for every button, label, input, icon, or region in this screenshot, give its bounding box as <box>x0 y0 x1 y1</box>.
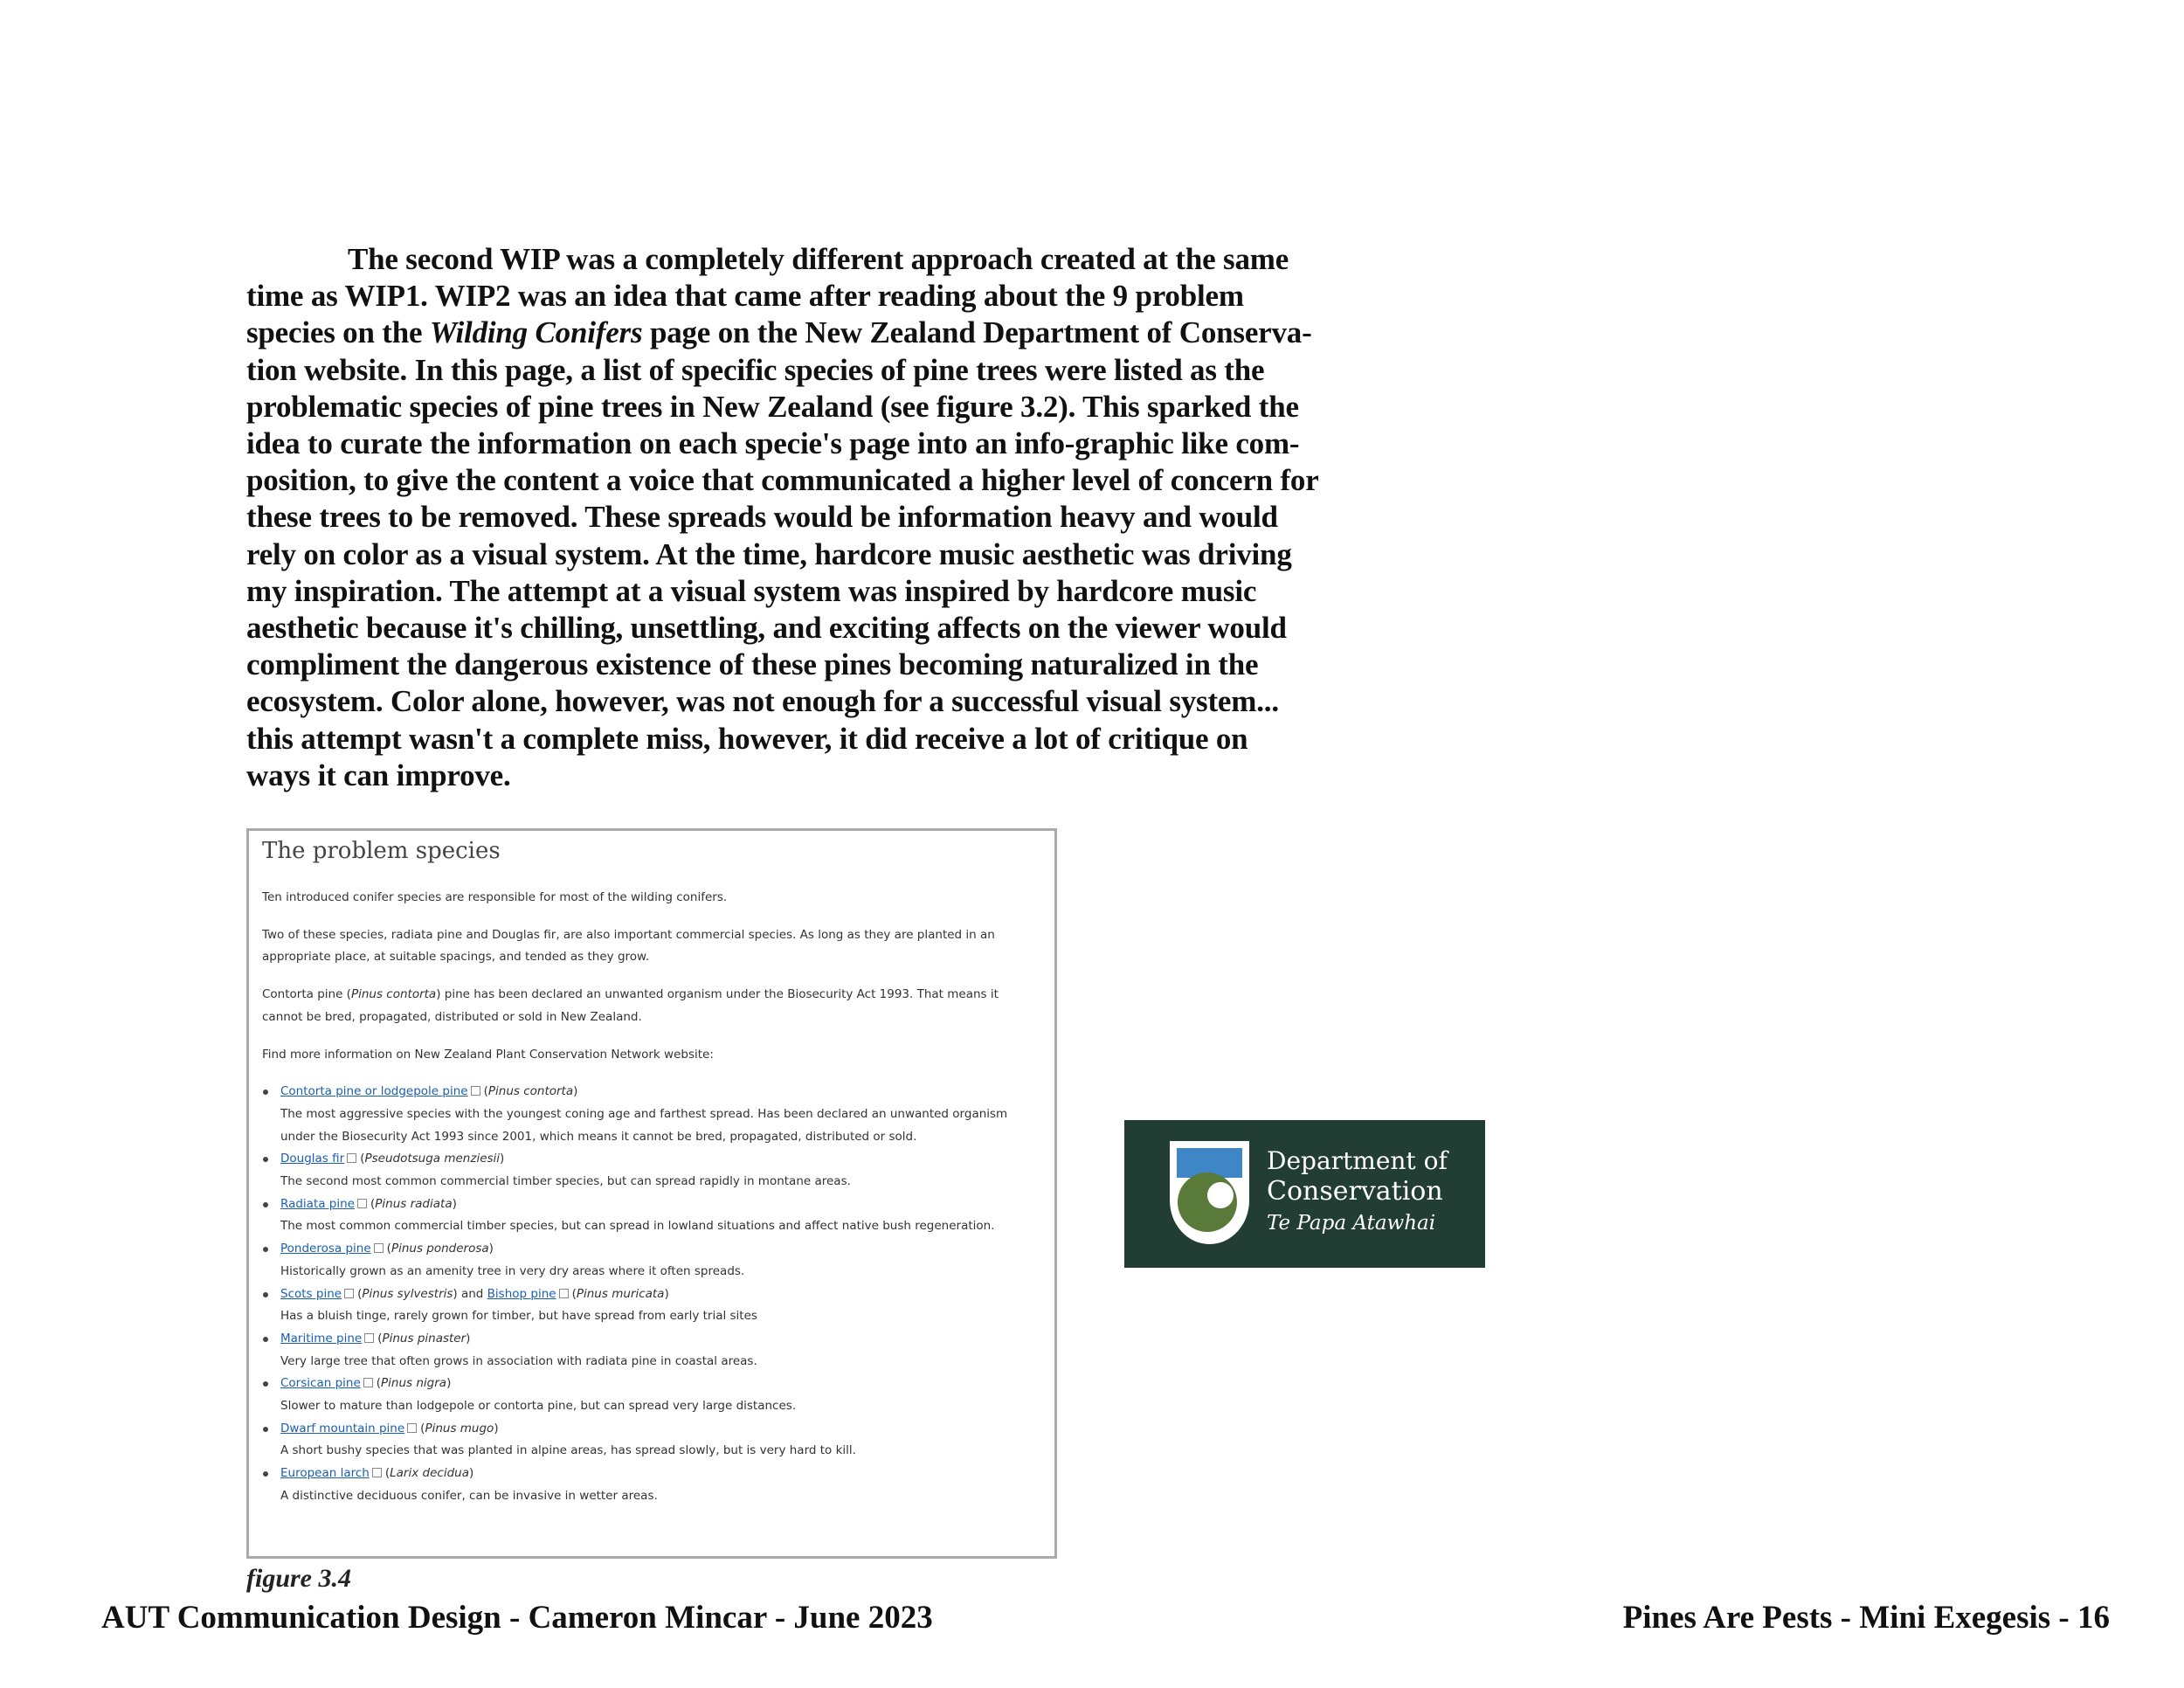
latin-name: Pseudotsuga menziesii <box>364 1152 501 1166</box>
text: ) pine has been declared an unwanted organism under the Biosecurity Act 1993. That means it cannot be bred, propagated, distributed or sold in New Zealand. <box>262 987 999 1024</box>
bullet-icon <box>263 1157 268 1162</box>
figure-intro: Ten introduced conifer species are responsible for most of the wilding conifers. <box>262 890 728 904</box>
figure-commercial-note: Two of these species, radiata pine and Douglas fir, are also important commercial species. As long as they are planted in an appropriate place, at suitable spacings, and tended as they grow. <box>262 927 995 965</box>
latin-name: Pinus contorta <box>350 987 437 1002</box>
external-link-icon <box>357 1199 367 1208</box>
species-list-item: Contorta pine or lodgepole pine (Pinus contorta) The most aggressive species with the youngest coning age and farthest spread. Has been declared an unwanted organism under the Biosecurity Act 1993 since 2001, which means it cannot be bred, propagated, distributed or sold. <box>262 1081 1041 1148</box>
paragraph-line: this attempt wasn't a complete miss, however, it did receive a lot of critique on <box>246 721 1248 756</box>
external-link-icon <box>347 1153 356 1163</box>
text: Contorta pine ( <box>262 987 351 1002</box>
species-description: A distinctive deciduous conifer, can be invasive in wetter areas. <box>280 1488 658 1503</box>
logo-line-2: Conservation <box>1267 1176 1443 1207</box>
species-list-item: Scots pine (Pinus sylvestris) and Bishop pine (Pinus muricata) Has a bluish tinge, rarely grown for timber, but have spread from early trial sites <box>262 1283 1041 1328</box>
species-link[interactable]: Radiata pine <box>280 1196 355 1211</box>
species-list-item: Corsican pine (Pinus nigra) Slower to mature than lodgepole or contorta pine, but can spread very large distances. <box>262 1373 1041 1417</box>
latin-name: Larix decidua <box>390 1466 469 1481</box>
text: species on the <box>246 315 430 350</box>
latin-name: Pinus sylvestris <box>362 1286 453 1301</box>
species-link[interactable]: Corsican pine <box>280 1376 361 1391</box>
text: page on the New Zealand Department of Conserva- <box>642 315 1312 350</box>
paragraph-line <box>246 315 1504 351</box>
doc-shield-icon <box>1168 1139 1251 1249</box>
species-list-item: Ponderosa pine (Pinus ponderosa) Historically grown as an amenity tree in very dry areas where it often spreads. <box>262 1238 1041 1283</box>
species-description: The second most common commercial timber species, but can spread rapidly in montane areas. <box>280 1174 851 1189</box>
footer-left: AUT Communication Design - Cameron Mincar - June 2023 <box>101 1600 933 1636</box>
paragraph-line: aesthetic because it's chilling, unsettling, and exciting affects on the viewer would <box>246 611 1287 646</box>
figure-heading: The problem species <box>262 838 501 864</box>
logo-line-3: Te Papa Atawhai <box>1267 1212 1436 1235</box>
latin-name: Pinus pinaster <box>382 1331 467 1346</box>
page-title-emphasis: Wilding Conifers <box>429 315 643 350</box>
bullet-icon <box>263 1381 268 1387</box>
species-list-item: Dwarf mountain pine (Pinus mugo) A short bushy species that was planted in alpine areas, has spread slowly, but is very hard to kill. <box>262 1418 1041 1463</box>
species-link[interactable]: European larch <box>280 1466 370 1481</box>
external-link-icon <box>344 1289 354 1298</box>
external-link-icon <box>471 1086 480 1096</box>
species-list-item: Radiata pine (Pinus radiata) The most common commercial timber species, but can spread in lowland situations and affect native bush regeneration. <box>262 1193 1041 1238</box>
species-list-item: Douglas fir (Pseudotsuga menziesii) The second most common commercial timber species, but can spread rapidly in montane areas. <box>262 1148 1041 1193</box>
species-list-item: Maritime pine (Pinus pinaster) Very large tree that often grows in association with radiata pine in coastal areas. <box>262 1328 1041 1373</box>
body-paragraph <box>246 241 1504 794</box>
species-description: Slower to mature than lodgepole or contorta pine, but can spread very large distances. <box>280 1399 797 1414</box>
external-link-icon <box>559 1289 569 1298</box>
latin-name: Pinus mugo <box>425 1421 494 1435</box>
species-link[interactable]: Douglas fir <box>280 1152 345 1166</box>
external-link-icon <box>372 1468 382 1477</box>
external-link-icon <box>363 1378 373 1387</box>
bullet-icon <box>263 1090 268 1095</box>
species-description: A short bushy species that was planted in alpine areas, has spread slowly, but is very hard to kill. <box>280 1443 856 1458</box>
paragraph-line: position, to give the content a voice that communicated a higher level of concern for <box>246 463 1319 498</box>
paragraph-line: compliment the dangerous existence of these pines becoming naturalized in the <box>246 647 1259 682</box>
bullet-icon <box>263 1337 268 1342</box>
species-description: The most common commercial timber species, but can spread in lowland situations and affect native bush regeneration. <box>280 1219 995 1234</box>
latin-name: Pinus contorta <box>487 1084 574 1099</box>
figure-screenshot-problem-species <box>246 828 1057 1559</box>
paragraph-line: my inspiration. The attempt at a visual system was inspired by hardcore music <box>246 573 1257 608</box>
external-link-icon <box>374 1243 384 1253</box>
doc-logo <box>1124 1120 1485 1268</box>
paragraph-line: rely on color as a visual system. At the time, hardcore music aesthetic was driving <box>246 536 1292 571</box>
bullet-icon <box>263 1427 268 1432</box>
figure-contorta-note <box>262 984 1041 1028</box>
species-link[interactable]: Bishop pine <box>487 1286 556 1301</box>
species-link[interactable]: Contorta pine or lodgepole pine <box>280 1084 468 1099</box>
species-link[interactable]: Scots pine <box>280 1286 342 1301</box>
latin-name: Pinus ponderosa <box>390 1242 489 1256</box>
species-list <box>262 1081 1041 1507</box>
paragraph-line: idea to curate the information on each specie's page into an info-graphic like com- <box>246 426 1300 461</box>
species-description: Historically grown as an amenity tree in very dry areas where it often spreads. <box>280 1263 745 1278</box>
footer-right: Pines Are Pests - Mini Exegesis - 16 <box>1622 1600 2110 1636</box>
paragraph-line: these trees to be removed. These spreads would be information heavy and would <box>246 500 1278 535</box>
bullet-icon <box>263 1202 268 1207</box>
external-link-icon <box>364 1333 374 1343</box>
figure-more-info: Find more information on New Zealand Plant Conservation Network website: <box>262 1047 714 1062</box>
species-link[interactable]: Ponderosa pine <box>280 1242 371 1256</box>
latin-name: Pinus radiata <box>375 1196 453 1211</box>
logo-line-1: Department of <box>1267 1146 1448 1175</box>
paragraph-line: ecosystem. Color alone, however, was not enough for a successful visual system... <box>246 684 1279 719</box>
latin-name: Pinus nigra <box>381 1376 447 1391</box>
species-description: Very large tree that often grows in association with radiata pine in coastal areas. <box>280 1353 757 1368</box>
latin-name: Pinus muricata <box>576 1286 665 1301</box>
paragraph-line: time as WIP1. WIP2 was an idea that came after reading about the 9 problem <box>246 279 1244 314</box>
bullet-icon <box>263 1247 268 1252</box>
text: and <box>460 1286 484 1301</box>
species-link[interactable]: Maritime pine <box>280 1331 363 1346</box>
paragraph-line: The second WIP was a completely different approach created at the same <box>348 242 1289 276</box>
bullet-icon <box>263 1471 268 1477</box>
paragraph-line: problematic species of pine trees in New Zealand (see figure 3.2). This sparked the <box>246 389 1299 424</box>
paragraph-line: tion website. In this page, a list of specific species of pine trees were listed as the <box>246 352 1265 387</box>
paragraph-line: ways it can improve. <box>246 758 511 792</box>
figure-caption: figure 3.4 <box>246 1564 351 1593</box>
species-link[interactable]: Dwarf mountain pine <box>280 1421 405 1435</box>
bullet-icon <box>263 1292 268 1297</box>
species-description: The most aggressive species with the youngest coning age and farthest spread. Has been declared an unwanted organism under the Biosecurity Act 1993 since 2001, which means it cannot be bred, propagated, distributed or sold. <box>280 1106 1008 1144</box>
species-list-item: European larch (Larix decidua) A distinctive deciduous conifer, can be invasive in wetter areas. <box>262 1463 1041 1507</box>
species-description: Has a bluish tinge, rarely grown for timber, but have spread from early trial sites <box>280 1309 757 1324</box>
external-link-icon <box>407 1423 417 1433</box>
